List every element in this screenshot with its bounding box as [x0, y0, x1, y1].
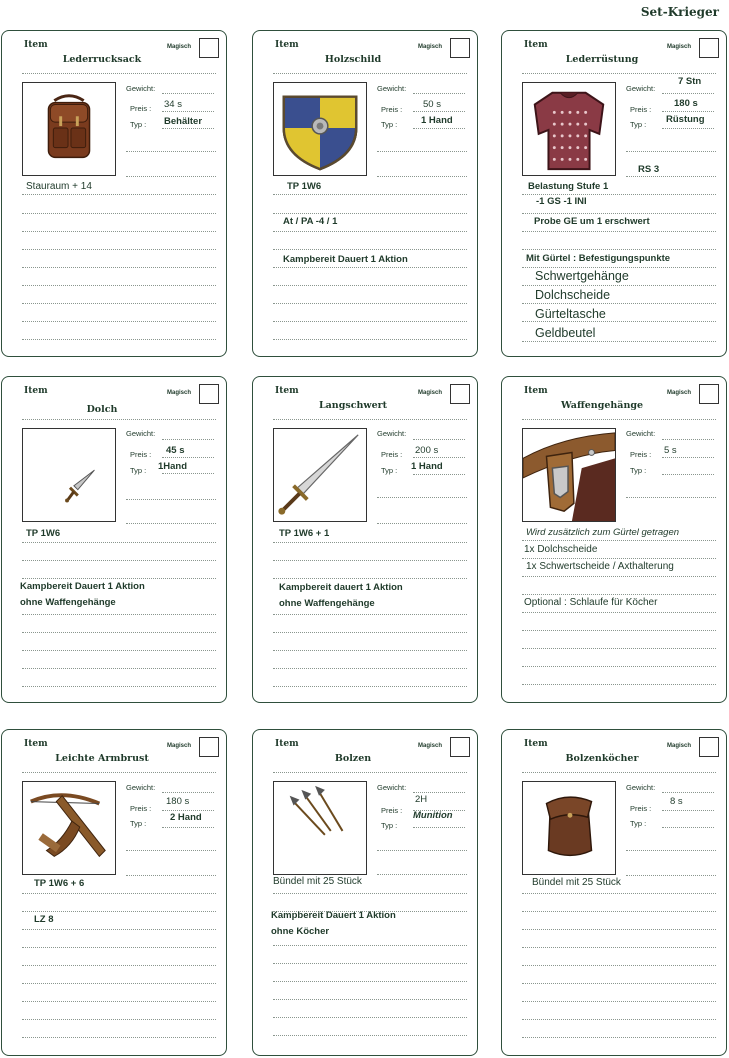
gewicht-label: Gewicht: — [626, 783, 656, 792]
item-line: Optional : Schlaufe für Köcher — [524, 597, 658, 608]
magisch-checkbox[interactable] — [450, 384, 470, 404]
leather-armor-image — [522, 82, 616, 176]
preis-label: Preis : — [381, 450, 403, 459]
preis-value: 200 s — [415, 445, 439, 456]
item-label: Item — [275, 40, 299, 50]
backpack-image — [22, 82, 116, 176]
item-card-lederruestung — [501, 30, 727, 357]
preis-value: 34 s — [164, 99, 182, 110]
preis-label: Preis : — [130, 104, 152, 113]
item-line: 1x Schwertscheide / Axthalterung — [526, 561, 674, 572]
gewicht-label: Gewicht: — [626, 429, 656, 438]
preis-label: Preis : — [130, 804, 152, 813]
item-label: Item — [524, 739, 548, 749]
typ-label: Typ : — [630, 466, 647, 475]
item-line: 1x Dolchscheide — [524, 544, 598, 555]
typ-label: Typ : — [130, 466, 147, 475]
item-line: Mit Gürtel : Befestigungspunkte — [526, 253, 671, 264]
preis-label: Preis : — [381, 806, 403, 815]
magisch-checkbox[interactable] — [699, 38, 719, 58]
item-line: Kampbereit Dauert 1 Aktion — [271, 910, 396, 921]
item-card-bolzen — [252, 729, 478, 1056]
typ-label: Typ : — [630, 120, 647, 129]
typ-label: Typ : — [381, 120, 398, 129]
item-label: Item — [524, 386, 548, 396]
magisch-label: Magisch — [166, 390, 191, 396]
item-line: LZ 8 — [34, 914, 54, 925]
typ-label: Typ : — [381, 821, 398, 830]
typ-label: Typ : — [630, 819, 647, 828]
item-label: Item — [24, 40, 48, 50]
preis-value: 2H — [415, 794, 428, 805]
weapon-belt-image — [522, 428, 616, 522]
item-line: -1 GS -1 INI — [536, 196, 587, 207]
magisch-checkbox[interactable] — [699, 384, 719, 404]
item-line: TP 1W6 + 1 — [279, 528, 330, 539]
crossbow-image — [22, 781, 116, 875]
item-line: RS 3 — [638, 164, 660, 175]
item-name: Lederrüstung — [565, 54, 639, 65]
typ-label: Typ : — [381, 466, 398, 475]
magisch-label: Magisch — [166, 743, 191, 749]
item-card-holzschild — [252, 30, 478, 357]
gewicht-label: Gewicht: — [377, 84, 407, 93]
preis-value: 45 s — [166, 445, 185, 456]
preis-label: Preis : — [381, 105, 403, 114]
magisch-checkbox[interactable] — [199, 384, 219, 404]
magisch-label: Magisch — [666, 743, 691, 749]
bolts-image — [273, 781, 367, 875]
preis-label: Preis : — [630, 804, 652, 813]
item-line: ohne Waffengehänge — [279, 598, 375, 609]
preis-label: Preis : — [630, 105, 652, 114]
item-line: Bündel mit 25 Stück — [532, 877, 621, 888]
quiver-image — [522, 781, 616, 875]
typ-value: Behälter — [164, 116, 203, 127]
gewicht-label: Gewicht: — [626, 84, 656, 93]
gewicht-label: Gewicht: — [126, 429, 156, 438]
magisch-label: Magisch — [417, 44, 442, 50]
item-card-langschwert — [252, 376, 478, 703]
magisch-checkbox[interactable] — [699, 737, 719, 757]
gewicht-label: Gewicht: — [126, 783, 156, 792]
typ-label: Typ : — [130, 819, 147, 828]
item-line: Probe GE um 1 erschwert — [534, 216, 650, 227]
item-card-lederrucksack — [1, 30, 227, 357]
item-line: TP 1W6 — [287, 181, 322, 192]
item-card-leichte-armbrust — [1, 729, 227, 1056]
item-line: Belastung Stufe 1 — [528, 181, 609, 192]
item-name: Holzschild — [324, 54, 382, 65]
typ-value: 1Hand — [158, 461, 188, 472]
item-line: Wird zusätzlich zum Gürtel getragen — [526, 527, 680, 538]
item-label: Item — [24, 386, 48, 396]
item-name: Leichte Armbrust — [55, 753, 149, 764]
preis-value: 50 s — [423, 99, 441, 110]
gewicht-label: Gewicht: — [126, 84, 156, 93]
typ-value: Rüstung — [666, 114, 705, 125]
longsword-image — [273, 428, 367, 522]
typ-value: 1 Hand — [421, 115, 453, 126]
item-line: ohne Waffengehänge — [20, 597, 116, 608]
item-line: Kampbereit Dauert 1 Aktion — [283, 254, 408, 265]
magisch-checkbox[interactable] — [450, 38, 470, 58]
preis-value: 8 s — [670, 796, 683, 807]
item-name: Bolzenköcher — [565, 753, 639, 764]
item-line: Kampbereit Dauert 1 Aktion — [20, 581, 145, 592]
magisch-checkbox[interactable] — [450, 737, 470, 757]
set-title: Set-Krieger — [640, 5, 719, 19]
preis-value: 5 s — [664, 445, 677, 456]
item-name: Bolzen — [334, 753, 372, 764]
typ-label: Typ : — [130, 120, 147, 129]
gewicht-value: 7 Stn — [678, 76, 702, 87]
magisch-label: Magisch — [417, 390, 442, 396]
typ-value: 1 Hand — [411, 461, 443, 472]
item-line: Geldbeutel — [535, 326, 596, 340]
item-name: Dolch — [86, 404, 118, 415]
magisch-label: Magisch — [666, 44, 691, 50]
item-line: Schwertgehänge — [535, 269, 629, 283]
item-line: At / PA -4 / 1 — [283, 216, 338, 227]
magisch-label: Magisch — [417, 743, 442, 749]
item-line: Gürteltasche — [535, 307, 606, 321]
item-card-bolzenkoecher — [501, 729, 727, 1056]
magisch-label: Magisch — [166, 44, 191, 50]
item-label: Item — [24, 739, 48, 749]
preis-value: 180 s — [674, 98, 698, 109]
item-label: Item — [275, 386, 299, 396]
item-line: ohne Köcher — [271, 926, 330, 937]
magisch-checkbox[interactable] — [199, 38, 219, 58]
gewicht-label: Gewicht: — [377, 783, 407, 792]
magisch-label: Magisch — [666, 390, 691, 396]
item-card-waffengehaenge — [501, 376, 727, 703]
typ-value: Munition — [413, 810, 453, 821]
dagger-image — [22, 428, 116, 522]
item-line: Stauraum + 14 — [26, 181, 92, 192]
item-line: Dolchscheide — [535, 288, 611, 302]
typ-value: 2 Hand — [170, 812, 202, 823]
gewicht-label: Gewicht: — [377, 429, 407, 438]
item-name: Waffengehänge — [560, 400, 644, 411]
item-label: Item — [524, 40, 548, 50]
preis-value: 180 s — [166, 796, 190, 807]
item-name: Langschwert — [318, 400, 388, 411]
item-line: Kampbereit dauert 1 Aktion — [279, 582, 403, 593]
magisch-checkbox[interactable] — [199, 737, 219, 757]
item-name: Lederrucksack — [62, 54, 142, 65]
preis-label: Preis : — [130, 450, 152, 459]
item-line: TP 1W6 + 6 — [34, 878, 85, 889]
item-label: Item — [275, 739, 299, 749]
item-line: TP 1W6 — [26, 528, 61, 539]
preis-label: Preis : — [630, 450, 652, 459]
item-line: Bündel mit 25 Stück — [273, 876, 362, 887]
item-card-dolch — [1, 376, 227, 703]
shield-image — [273, 82, 367, 176]
